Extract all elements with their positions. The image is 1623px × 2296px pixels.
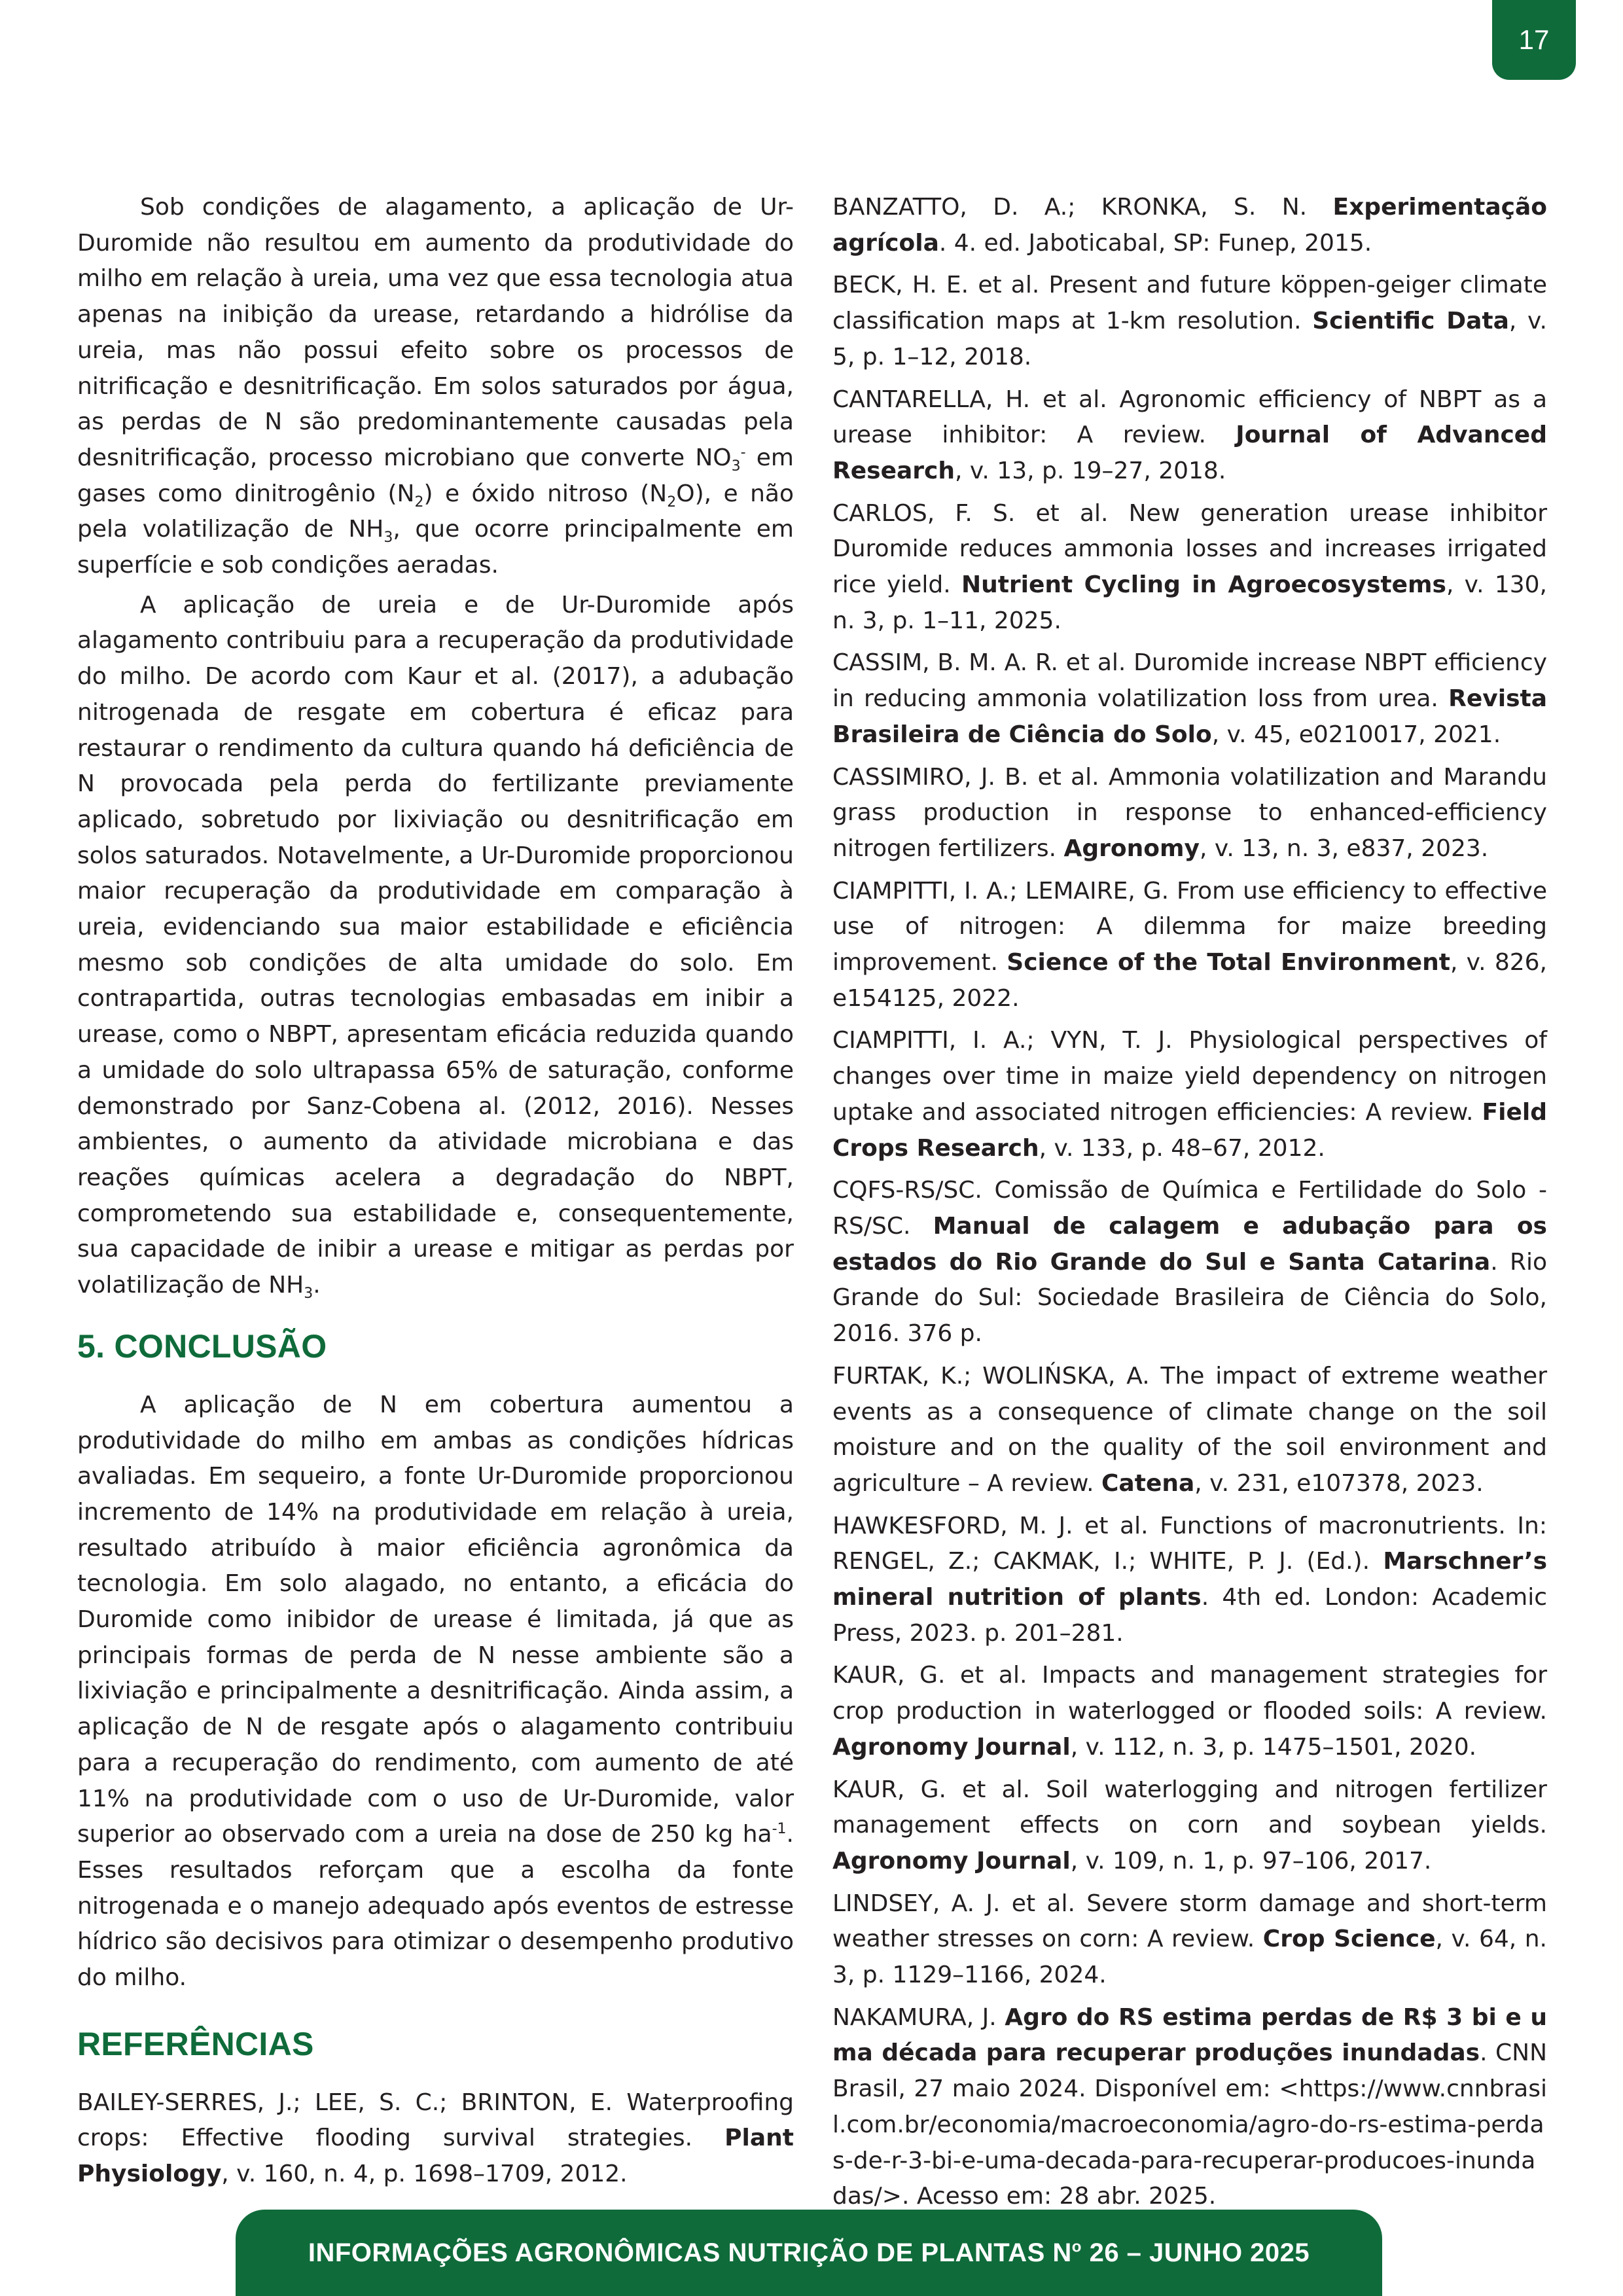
ref-title: Marschner’s mineral nutrition of plants xyxy=(832,1548,1547,1611)
footer-text-post: 26 – JUNHO 2025 xyxy=(1081,2238,1310,2267)
p1-sub-a: 3 xyxy=(731,458,741,475)
ref-title: Agronomy xyxy=(1063,834,1200,862)
p2-text-b: . xyxy=(313,1272,321,1299)
p1-text-c: ) e óxido nitroso (N xyxy=(423,480,668,507)
ref-pre: CANTARELLA, H. et al. Agronomic efficiency of NBPT as a urease inhibitor: A review. xyxy=(832,386,1547,449)
ref-title: Agronomy Journal xyxy=(832,1847,1071,1874)
ref-title: Experimentação agrícola xyxy=(832,194,1547,257)
body-paragraph-2 xyxy=(77,588,794,1304)
p1-sub-b: 2 xyxy=(414,493,424,511)
reference-item xyxy=(832,382,1547,490)
reference-item xyxy=(832,1658,1547,1765)
ref-title: Journal of Advanced Research xyxy=(832,422,1547,484)
conclusion-paragraph xyxy=(77,1388,794,1996)
ref-pre: FURTAK, K.; WOLIŃSKA, A. The impact of extreme weather events as a consequence of climate change on the soil moisture and on the quality of the soil environment and agriculture – A review. xyxy=(832,1362,1547,1497)
reference-item xyxy=(832,874,1547,1017)
conclusion-text-b: . Esses resultados reforçam que a escolha da fonte nitrogenada e o manejo adequado após eventos de estresse hídrico são decisivos para otimizar o desempenho produtivo do milho. xyxy=(77,1821,794,1992)
ref-post: , v. 160, n. 4, p. 1698–1709, 2012. xyxy=(221,2161,628,2188)
ref-pre: LINDSEY, A. J. et al. Severe storm damage and short-term weather stresses on corn: A review. xyxy=(832,1890,1547,1953)
ref-pre: CIAMPITTI, I. A.; VYN, T. J. Physiological perspectives of changes over time in maize yield dependency on nitrogen uptake and associated nitrogen efficiencies: A review. xyxy=(832,1027,1547,1126)
ref-pre: CQFS-RS/SC. Comissão de Química e Fertilidade do Solo - RS/SC. xyxy=(832,1177,1547,1240)
p1-text-a: Sob condições de alagamento, a aplicação de Ur-Duromide não resultou em aumento da produtividade do milho em relação à ureia, uma vez que essa tecnologia atua apenas na inibição da urease, retardando a hidrólise da ureia, mas não possui efeito sobre os processos de nitrificação e desnitrificação. Em solos saturados por água, as perdas de N são predominantemente causadas pela desnitrificação, processo microbiano que converte NO xyxy=(77,194,794,471)
reference-item xyxy=(832,496,1547,639)
p2-text-a: A aplicação de ureia e de Ur-Duromide após alagamento contribuiu para a recuperação da produtividade do milho. De acordo com Kaur et al. (2017), a adubação nitrogenada de resgate em cobertura é eficaz para restaurar o rendimento da cultura quando há deficiência de N provocada pela perda do fertilizante previamente aplicado, sobretudo por lixiviação ou desnitrificação em solos saturados. Notavelmente, a Ur-Duromide proporcionou maior recuperação da produtividade em comparação à ureia, evidenciando sua maior estabilidade e eficiência mesmo sob condições de alta umidade do solo. Em contrapartida, outras tecnologias embasadas em inibir a urease, como o NBPT, apresentam eficácia reduzida quando a umidade do solo ultrapassa 65% de saturação, conforme demonstrado por Sanz-Cobena al. (2012, 2016). Nesses ambientes, o aumento da atividade microbiana e das reações químicas acelera a degradação do NBPT, comprometendo sua estabilidade e, consequentemente, sua capacidade de inibir a urease e mitigar as perdas por volatilização de NH xyxy=(77,591,794,1299)
ref-post: , v. 130, n. 3, p. 1–11, 2025. xyxy=(832,571,1547,634)
p1-text-e: , que ocorre principalmente em superfície e sob condições aeradas. xyxy=(77,516,794,579)
ref-pre: KAUR, G. et al. Soil waterlogging and nitrogen fertilizer management effects on corn and soybean yields. xyxy=(832,1776,1547,1839)
ref-pre: CARLOS, F. S. et al. New generation urease inhibitor Duromide reduces ammonia losses and increases irrigated rice yield. xyxy=(832,499,1547,599)
ref-title: Crop Science xyxy=(1262,1926,1436,1953)
ref-title: Scientific Data xyxy=(1312,308,1509,335)
reference-item xyxy=(832,2000,1547,2215)
ref-title: Field Crops Research xyxy=(832,1098,1547,1162)
ref-title: Catena xyxy=(1101,1469,1195,1497)
conclusion-text-a: A aplicação de N em cobertura aumentou a produtividade do milho em ambas as condições hídricas avaliadas. Em sequeiro, a fonte Ur-Duromide proporcionou incremento de 14% na produtividade em relação à ureia, resultado atribuído à maior eficiência agronômica da tecnologia. Em solo alagado, no entanto, a eficácia do Duromide como inibidor de urease é limitada, já que as principais formas de perda de N nesse ambiente são a lixiviação e principalmente a desnitrificação. Ainda assim, a aplicação de N de resgate após o alagamento contribuiu para a recuperação do rendimento, com aumento de até 11% na produtividade com o uso de Ur-Duromide, valor superior ao observado com a ureia na dose de 250 kg ha xyxy=(77,1391,794,1848)
ref-pre: BECK, H. E. et al. Present and future köppen-geiger climate classification maps at 1-km resolution. xyxy=(832,272,1547,335)
ref-pre: BAILEY-SERRES, J.; LEE, S. C.; BRINTON, E. Waterproofing crops: Effective flooding survival strategies. xyxy=(77,2089,794,2152)
ref-pre: CIAMPITTI, I. A.; LEMAIRE, G. From use efficiency to effective use of nitrogen: A dilemma for maize breeding improvement. xyxy=(832,877,1547,977)
reference-item xyxy=(832,1886,1547,1994)
ref-title: Manual de calagem e adubação para os estados do Rio Grande do Sul e Santa Catarina xyxy=(832,1212,1547,1276)
ref-title: Science of the Total Environment xyxy=(1007,949,1450,977)
ref-title: Agronomy Journal xyxy=(832,1733,1071,1761)
ref-post: , v. 5, p. 1–12, 2018. xyxy=(832,308,1547,370)
reference-item xyxy=(832,760,1547,867)
footer-bar xyxy=(236,2210,1382,2296)
conclusion-sup: -1 xyxy=(772,1821,787,1838)
ref-pre: KAUR, G. et al. Impacts and management strategies for crop production in waterlogged or flooded soils: A review. xyxy=(832,1662,1547,1725)
page-number: 17 xyxy=(1518,24,1550,55)
ref-post: , v. 133, p. 48–67, 2012. xyxy=(1039,1134,1325,1162)
ref-post: , v. 13, p. 19–27, 2018. xyxy=(955,457,1226,484)
reference-item xyxy=(832,1772,1547,1880)
reference-item xyxy=(832,645,1547,753)
left-column xyxy=(77,190,794,2199)
reference-item xyxy=(832,1509,1547,1652)
reference-item xyxy=(832,1359,1547,1502)
ref-title: Agro do RS estima perdas de R$ 3 bi e uma década para recuperar produções inundadas xyxy=(832,2003,1547,2067)
ref-post: , v. 109, n. 1, p. 97–106, 2017. xyxy=(1070,1847,1432,1874)
ref-title: Nutrient Cycling in Agroecosystems xyxy=(961,571,1446,599)
ref-title: Plant Physiology xyxy=(77,2125,794,2188)
ref-post: , v. 45, e0210017, 2021. xyxy=(1211,721,1501,748)
p1-sub-c: 2 xyxy=(667,493,677,511)
ref-pre: NAKAMURA, J. xyxy=(832,2003,1005,2031)
ref-post: , v. 112, n. 3, p. 1475–1501, 2020. xyxy=(1070,1733,1477,1761)
ref-post: . Rio Grande do Sul: Sociedade Brasileira de Ciência do Solo, 2016. 376 p. xyxy=(832,1248,1547,1348)
reference-item xyxy=(832,190,1547,261)
footer-sup: o xyxy=(1071,2238,1082,2256)
ref-post: , v. 13, n. 3, e837, 2023. xyxy=(1199,834,1489,862)
ref-pre: HAWKESFORD, M. J. et al. Functions of macronutrients. In: RENGEL, Z.; CAKMAK, I.; WHITE, P. J. (Ed.). xyxy=(832,1512,1547,1575)
p1-text-d: O), e não pela volatilização de NH xyxy=(77,480,794,543)
reference-item xyxy=(77,2085,794,2193)
footer-text xyxy=(308,2238,1310,2268)
ref-post: , v. 826, e154125, 2022. xyxy=(832,949,1547,1012)
reference-item xyxy=(832,1023,1547,1166)
reference-item xyxy=(832,268,1547,375)
ref-pre: BANZATTO, D. A.; KRONKA, S. N. xyxy=(832,194,1333,221)
ref-post: . 4. ed. Jaboticabal, SP: Funep, 2015. xyxy=(938,229,1372,257)
references-heading: REFERÊNCIAS xyxy=(77,2025,314,2062)
ref-post: , v. 64, n. 3, p. 1129–1166, 2024. xyxy=(832,1926,1548,1989)
reference-item xyxy=(832,1173,1547,1352)
ref-post: . CNN Brasil, 27 maio 2024. Disponível em: <https://www.cnnbrasil.com.br/economia/macroeconomia/agro-do-rs-estima-perdas-de-r-3-bi-e-uma-decada-para-recuperar-producoes-inundadas/>. Acesso em: 28 abr. 2025. xyxy=(832,2039,1548,2210)
ref-title: Revista Brasileira de Ciência do Solo xyxy=(832,685,1547,748)
ref-post: . 4th ed. London: Academic Press, 2023. p. 201–281. xyxy=(832,1584,1548,1647)
ref-post: , v. 231, e107378, 2023. xyxy=(1194,1469,1484,1497)
ref-pre: CASSIM, B. M. A. R. et al. Duromide increase NBPT efficiency in reducing ammonia volatilization loss from urea. xyxy=(832,649,1547,713)
p2-sub-a: 3 xyxy=(304,1285,313,1302)
page-number-badge xyxy=(1492,0,1576,80)
p1-sup-a: - xyxy=(740,444,746,461)
body-paragraph-1 xyxy=(77,190,794,584)
p1-text-b: em gases como dinitrogênio (N xyxy=(77,444,794,507)
right-column xyxy=(832,190,1547,2221)
footer-text-pre: INFORMAÇÕES AGRONÔMICAS NUTRIÇÃO DE PLANTAS N xyxy=(308,2238,1072,2267)
conclusion-heading: 5. CONCLUSÃO xyxy=(77,1327,327,1365)
ref-pre: CASSIMIRO, J. B. et al. Ammonia volatilization and Marandu grass production in response to enhanced-efficiency nitrogen fertilizers. xyxy=(832,763,1547,862)
p1-sub-d: 3 xyxy=(383,529,393,547)
